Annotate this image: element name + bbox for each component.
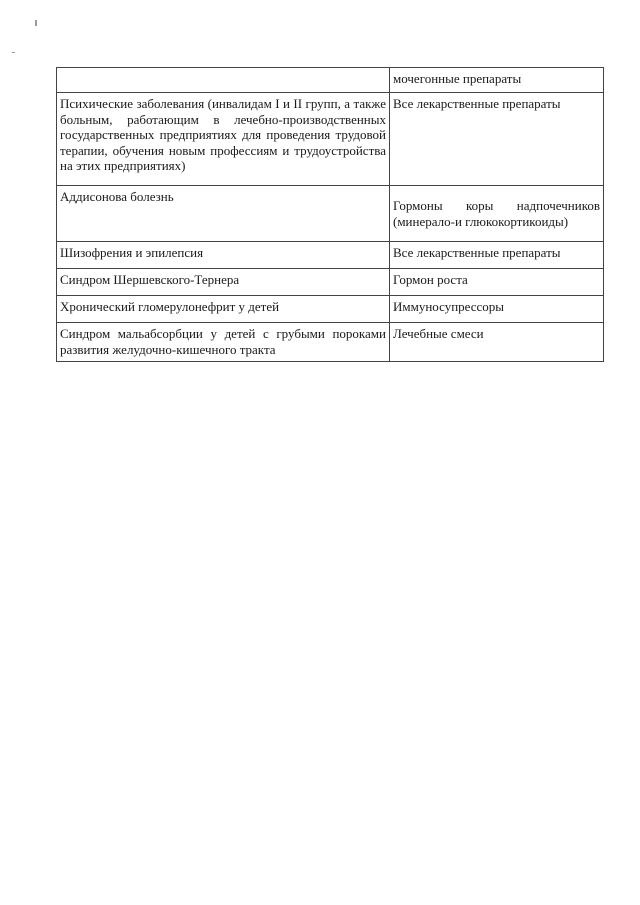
medication-cell: Лечебные смеси [390,323,604,362]
medication-cell: Все лекарственные препараты [390,242,604,269]
condition-cell: Психические заболевания (инвалидам I и II групп, а также больным, работающим в лечебно-производственных государственных предприятиях для проведения трудовой терапии, обучения новым профессиям и трудоустройства на этих предприятиях) [57,93,390,186]
table-row [57,323,604,362]
table-row [57,93,604,186]
table-row [57,296,604,323]
medication-cell: Иммуносупрессоры [390,296,604,323]
medication-cell: Гормоны коры надпочечников (минерало-и глюкокортикоиды) [390,186,604,242]
table-row [57,269,604,296]
condition-cell [57,68,390,93]
scan-mark [35,20,37,26]
condition-cell: Хронический гломерулонефрит у детей [57,296,390,323]
condition-cell: Синдром мальабсорбции у детей с грубыми пороками развития желудочно-кишечного тракта [57,323,390,362]
condition-cell: Шизофрения и эпилепсия [57,242,390,269]
table-row [57,242,604,269]
table-row [57,68,604,93]
condition-cell: Синдром Шершевского-Тернера [57,269,390,296]
medication-cell: Все лекарственные препараты [390,93,604,186]
table-row [57,186,604,242]
condition-cell: Аддисонова болезнь [57,186,390,242]
medication-table [56,67,604,362]
scan-mark [12,52,15,53]
medication-cell: мочегонные препараты [390,68,604,93]
medication-cell: Гормон роста [390,269,604,296]
